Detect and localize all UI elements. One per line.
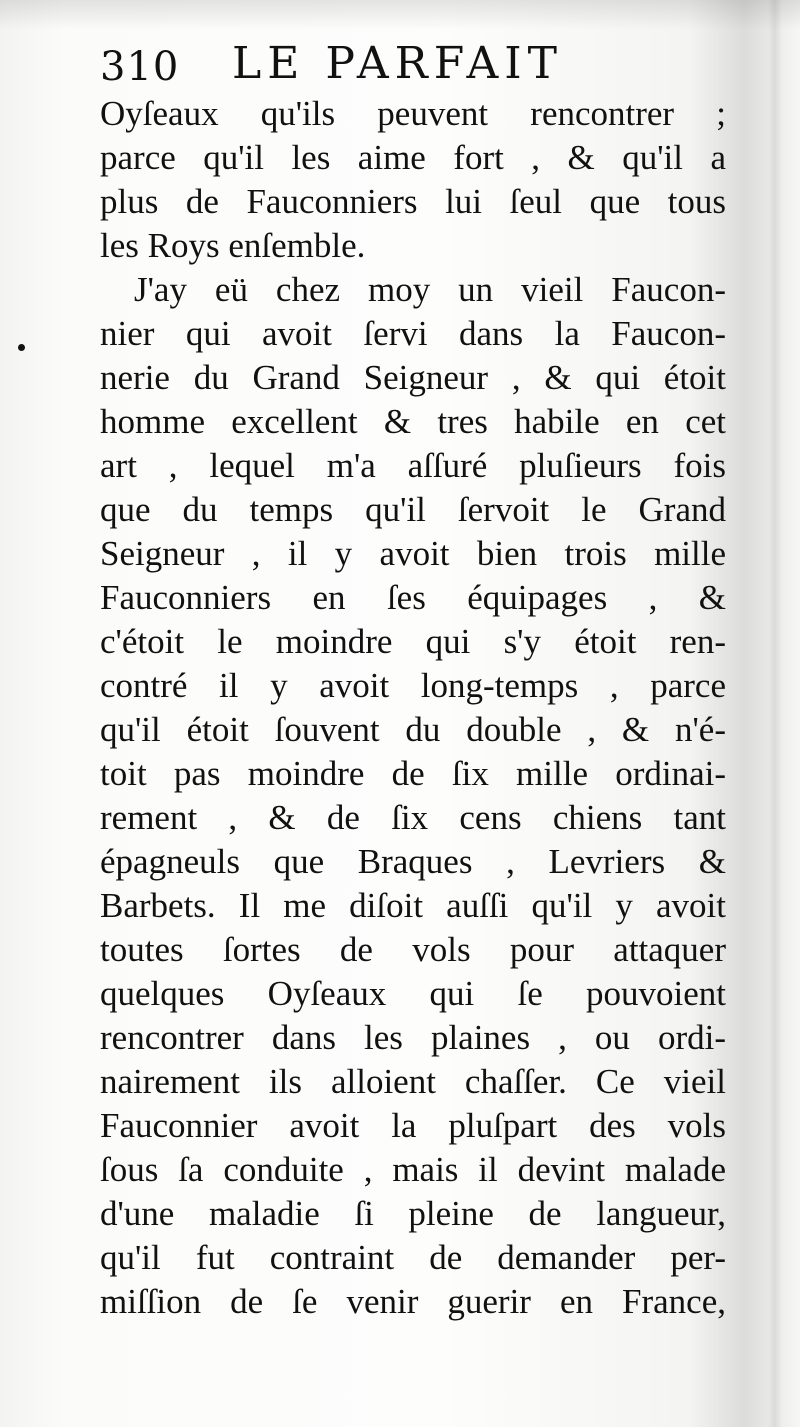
- text-line: nairement ils alloient chaſſer. Ce vieil: [100, 1062, 726, 1101]
- text-line: Oyſeaux qu'ils peuvent rencontrer ;: [100, 94, 726, 133]
- text-line: les Roys enſemble.: [100, 226, 366, 265]
- text-line: rencontrer dans les plaines , ou ordi-: [100, 1018, 726, 1057]
- text-line: Seigneur , il y avoit bien trois mille: [100, 534, 726, 573]
- text-line: quelques Oyſeaux qui ſe pouvoient: [100, 974, 726, 1013]
- text-line: homme excellent & tres habile en cet: [100, 402, 726, 441]
- page-edge-shadow: [768, 0, 782, 1427]
- text-line: Barbets. Il me diſoit auſſi qu'il y avoit: [100, 886, 726, 925]
- text-line: épagneuls que Braques , Levriers &: [100, 842, 726, 881]
- text-line: J'ay eü chez moy un vieil Faucon-: [134, 270, 726, 309]
- body-text: [100, 92, 726, 1324]
- text-line: contré il y avoit long-temps , parce: [100, 666, 726, 705]
- page-top-shadow: [0, 0, 800, 30]
- running-head: LE PARFAIT: [232, 38, 564, 89]
- text-line: que du temps qu'il ſervoit le Grand: [100, 490, 726, 529]
- text-line: Fauconnier avoit la pluſpart des vols: [100, 1106, 726, 1145]
- text-line: art , lequel m'a aſſuré pluſieurs fois: [100, 446, 726, 485]
- text-line: miſſion de ſe venir guerir en France,: [100, 1282, 726, 1321]
- text-line: nier qui avoit ſervi dans la Faucon-: [100, 314, 726, 353]
- text-line: qu'il fut contraint de demander per-: [100, 1238, 726, 1277]
- text-line: qu'il étoit ſouvent du double , & n'é-: [100, 710, 726, 749]
- page-number: 310: [100, 44, 180, 90]
- text-line: Fauconniers en ſes équipages , &: [100, 578, 726, 617]
- text-line: rement , & de ſix cens chiens tant: [100, 798, 726, 837]
- text-line: nerie du Grand Seigneur , & qui étoit: [100, 358, 726, 397]
- text-line: ſous ſa conduite , mais il devint malade: [100, 1150, 726, 1189]
- page-header: [100, 28, 620, 88]
- ink-spot: [18, 344, 25, 351]
- text-line: parce qu'il les aime fort , & qu'il a: [100, 138, 726, 177]
- text-line: toutes ſortes de vols pour attaquer: [100, 930, 726, 969]
- text-line: plus de Fauconniers lui ſeul que tous: [100, 182, 726, 221]
- text-line: c'étoit le moindre qui s'y étoit ren-: [100, 622, 726, 661]
- text-line: toit pas moindre de ſix mille ordinai-: [100, 754, 726, 793]
- text-line: d'une maladie ſi pleine de langueur,: [100, 1194, 726, 1233]
